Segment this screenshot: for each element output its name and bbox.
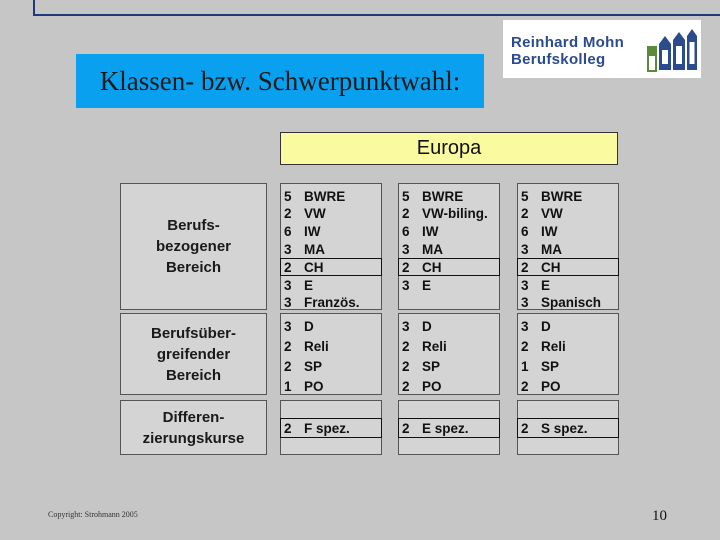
hours-value: 3 bbox=[284, 241, 292, 257]
subject-row bbox=[281, 357, 381, 375]
hours-value: 5 bbox=[521, 188, 529, 204]
subject-name: PO bbox=[541, 378, 561, 394]
hours-value: 2 bbox=[402, 259, 410, 275]
category-uebergreifend: Berufsüber- greifender Bereich bbox=[120, 313, 267, 395]
logo-line-1: Reinhard Mohn bbox=[511, 34, 625, 51]
hours-value: 2 bbox=[521, 338, 529, 354]
subject-name: E bbox=[304, 277, 314, 293]
hours-value: 3 bbox=[521, 277, 529, 293]
subject-name: CH bbox=[422, 259, 442, 275]
subject-name: MA bbox=[422, 241, 443, 257]
subject-row bbox=[281, 187, 381, 205]
course-row bbox=[398, 418, 500, 438]
slide-title: Klassen- bzw. Schwerpunktwahl: bbox=[99, 65, 461, 96]
subject-name: VW bbox=[541, 206, 563, 222]
subject-row bbox=[518, 337, 618, 355]
hours-value: 3 bbox=[402, 241, 410, 257]
column-2-uebergreifend bbox=[398, 313, 500, 395]
page-number: 10 bbox=[652, 508, 667, 524]
hours-value: 1 bbox=[284, 378, 292, 394]
hours-value: 3 bbox=[402, 318, 410, 334]
hours-value: 3 bbox=[521, 318, 529, 334]
hours-value: 2 bbox=[284, 206, 292, 222]
subject-name: CH bbox=[541, 259, 561, 275]
hours-value: 2 bbox=[402, 206, 410, 222]
subject-name: IW bbox=[304, 224, 321, 240]
column-1-berufsbezogen bbox=[280, 183, 382, 310]
subject-name: Spanisch bbox=[541, 295, 602, 311]
subject-name: D bbox=[541, 318, 551, 334]
category-berufsbezogen: Berufs- bezogener Bereich bbox=[120, 183, 267, 310]
course-name: S spez. bbox=[541, 420, 588, 436]
subject-name: SP bbox=[304, 358, 323, 374]
hours-value: 2 bbox=[521, 259, 529, 275]
subject-name: VW-biling. bbox=[422, 206, 488, 222]
column-3-differenzierung bbox=[517, 400, 619, 455]
title-box bbox=[76, 54, 484, 108]
subject-row bbox=[517, 258, 619, 276]
subject-name: E bbox=[422, 277, 432, 293]
subject-row bbox=[399, 337, 499, 355]
subject-row bbox=[399, 377, 499, 395]
subject-name: E bbox=[541, 277, 551, 293]
subject-row bbox=[281, 205, 381, 223]
subject-name: D bbox=[304, 318, 314, 334]
hours-value: 2 bbox=[402, 420, 410, 436]
subject-row bbox=[281, 377, 381, 395]
subject-row bbox=[518, 223, 618, 241]
hours-value: 2 bbox=[284, 259, 292, 275]
subject-row bbox=[399, 317, 499, 335]
subject-row bbox=[518, 187, 618, 205]
hours-value: 2 bbox=[521, 378, 529, 394]
hours-value: 1 bbox=[521, 358, 529, 374]
hours-value: 6 bbox=[402, 224, 410, 240]
logo-line-2: Berufskolleg bbox=[511, 51, 606, 68]
column-3-berufsbezogen bbox=[517, 183, 619, 310]
column-2-berufsbezogen bbox=[398, 183, 500, 310]
hours-value: 2 bbox=[402, 358, 410, 374]
hours-value: 3 bbox=[402, 277, 410, 293]
hours-value: 3 bbox=[284, 295, 292, 311]
course-name: E spez. bbox=[422, 420, 469, 436]
hours-value: 2 bbox=[521, 206, 529, 222]
subject-row bbox=[518, 377, 618, 395]
subject-name: Französ. bbox=[304, 295, 360, 311]
hours-value: 2 bbox=[402, 378, 410, 394]
subject-name: PO bbox=[422, 378, 442, 394]
subject-row bbox=[399, 223, 499, 241]
subject-name: MA bbox=[304, 241, 325, 257]
subject-row bbox=[518, 240, 618, 258]
slide-frame bbox=[33, 0, 720, 16]
subject-row bbox=[518, 205, 618, 223]
hours-value: 6 bbox=[521, 224, 529, 240]
subject-row bbox=[281, 294, 381, 312]
hours-value: 6 bbox=[284, 224, 292, 240]
hours-value: 2 bbox=[284, 338, 292, 354]
category-differenzierung: Differen- zierungskurse bbox=[120, 400, 267, 455]
column-2-differenzierung bbox=[398, 400, 500, 455]
subject-row bbox=[399, 187, 499, 205]
column-3-uebergreifend bbox=[517, 313, 619, 395]
subject-name: D bbox=[422, 318, 432, 334]
hours-value: 3 bbox=[521, 295, 529, 311]
europa-header bbox=[280, 132, 618, 165]
hours-value: 3 bbox=[284, 318, 292, 334]
subject-name: BWRE bbox=[541, 188, 583, 204]
subject-name: SP bbox=[422, 358, 441, 374]
subject-row bbox=[281, 276, 381, 294]
hours-value: 3 bbox=[284, 277, 292, 293]
hours-value: 5 bbox=[284, 188, 292, 204]
course-name: F spez. bbox=[304, 420, 350, 436]
subject-row bbox=[280, 258, 382, 276]
hours-value: 5 bbox=[402, 188, 410, 204]
hours-value: 2 bbox=[284, 420, 292, 436]
subject-row bbox=[518, 276, 618, 294]
subject-name: BWRE bbox=[304, 188, 346, 204]
subject-name: BWRE bbox=[422, 188, 464, 204]
subject-name: IW bbox=[422, 224, 439, 240]
subject-name: PO bbox=[304, 378, 324, 394]
subject-row bbox=[518, 317, 618, 335]
hours-value: 2 bbox=[402, 338, 410, 354]
course-row bbox=[517, 418, 619, 438]
hours-value: 2 bbox=[284, 358, 292, 374]
subject-row bbox=[518, 357, 618, 375]
subject-name: IW bbox=[541, 224, 558, 240]
subject-row bbox=[281, 337, 381, 355]
subject-row bbox=[399, 276, 499, 294]
subject-row bbox=[398, 258, 500, 276]
subject-name: Reli bbox=[422, 338, 447, 354]
subject-row bbox=[518, 294, 618, 312]
subject-row bbox=[399, 357, 499, 375]
column-1-uebergreifend bbox=[280, 313, 382, 395]
subject-name: CH bbox=[304, 259, 324, 275]
subject-name: Reli bbox=[304, 338, 329, 354]
building-logo-icon bbox=[645, 26, 699, 74]
subject-row bbox=[399, 205, 499, 223]
subject-name: SP bbox=[541, 358, 560, 374]
hours-value: 3 bbox=[521, 241, 529, 257]
column-1-differenzierung bbox=[280, 400, 382, 455]
course-row bbox=[280, 418, 382, 438]
subject-row bbox=[399, 240, 499, 258]
subject-row bbox=[281, 317, 381, 335]
subject-name: Reli bbox=[541, 338, 566, 354]
logo-text bbox=[511, 34, 624, 68]
subject-row bbox=[281, 240, 381, 258]
subject-name: VW bbox=[304, 206, 326, 222]
subject-row bbox=[281, 223, 381, 241]
europa-label: Europa bbox=[416, 137, 482, 159]
hours-value: 2 bbox=[521, 420, 529, 436]
copyright: Copyright: Strohmann 2005 bbox=[48, 510, 138, 519]
school-logo bbox=[503, 20, 701, 78]
subject-name: MA bbox=[541, 241, 562, 257]
